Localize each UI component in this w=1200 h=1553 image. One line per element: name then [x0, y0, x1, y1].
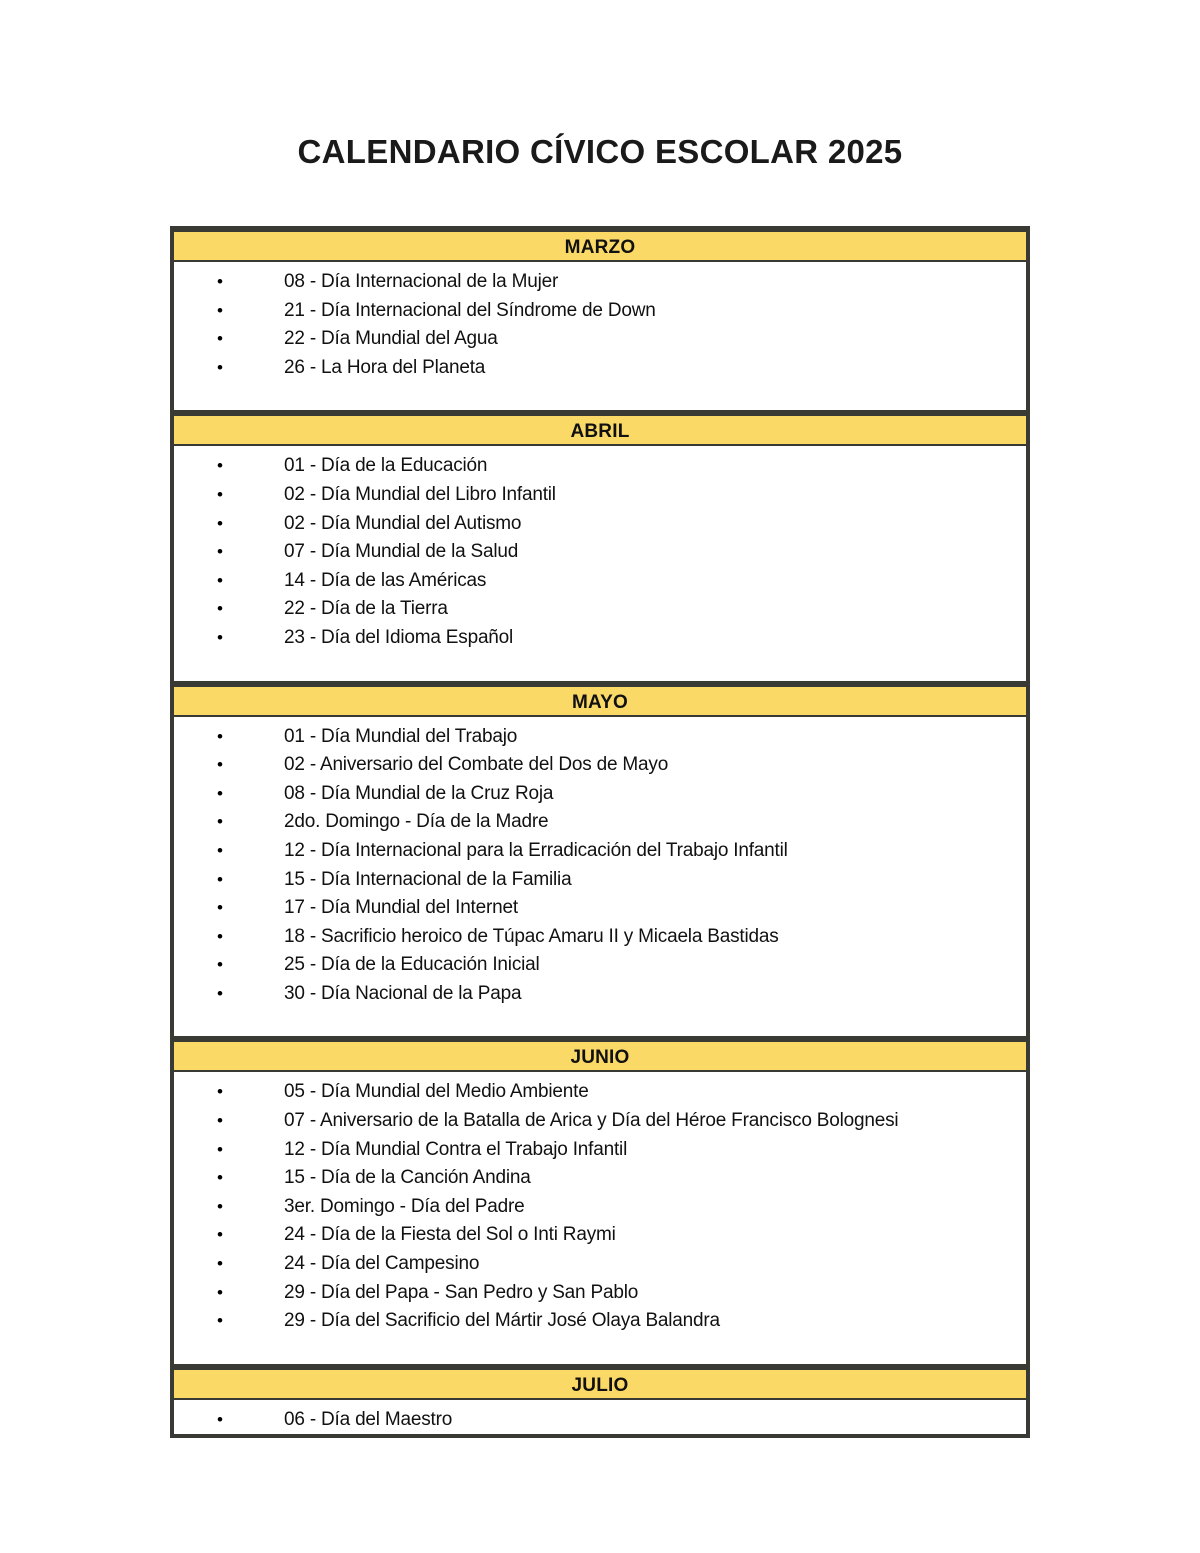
event-row [174, 1406, 1026, 1435]
event-label: 14 - Día de las Américas [284, 569, 487, 591]
bullet-icon: • [217, 1311, 223, 1331]
month-events-list [174, 446, 1026, 680]
bullet-icon: • [217, 1282, 223, 1302]
page-title: CALENDARIO CÍVICO ESCOLAR 2025 [297, 133, 903, 170]
bullet-icon: • [217, 783, 223, 803]
month-header-junio: JUNIO [174, 1040, 1026, 1072]
event-row [174, 567, 1026, 596]
event-row [174, 1307, 1026, 1336]
bullet-icon: • [217, 627, 223, 647]
event-label: 24 - Día del Campesino [284, 1253, 480, 1275]
event-row [174, 808, 1026, 837]
event-row [174, 1193, 1026, 1222]
month-header-abril: ABRIL [174, 414, 1026, 446]
event-label: 07 - Día Mundial de la Salud [284, 541, 519, 563]
bullet-icon: • [217, 1111, 223, 1131]
bullet-icon: • [217, 456, 223, 476]
event-label: 29 - Día del Sacrificio del Mártir José Olaya Balandra [284, 1310, 720, 1332]
event-label: 15 - Día Internacional de la Familia [284, 868, 572, 890]
event-row [174, 510, 1026, 539]
event-row [174, 325, 1026, 354]
event-row [174, 780, 1026, 809]
event-row [174, 297, 1026, 326]
month-trailing-space [174, 653, 1026, 681]
event-row [174, 624, 1026, 653]
event-row [174, 1164, 1026, 1193]
event-row [174, 866, 1026, 895]
event-label: 08 - Día Internacional de la Mujer [284, 271, 559, 292]
event-row [174, 980, 1026, 1009]
bullet-icon: • [217, 570, 223, 590]
event-label: 26 - La Hora del Planeta [284, 356, 486, 378]
event-label: 12 - Día Mundial Contra el Trabajo Infantil [284, 1138, 628, 1160]
event-row [174, 723, 1026, 752]
event-label: 25 - Día de la Educación Inicial [284, 954, 540, 976]
event-label: 02 - Aniversario del Combate del Dos de Mayo [284, 754, 669, 776]
bullet-icon: • [217, 1168, 223, 1188]
bullet-icon: • [217, 812, 223, 832]
bullet-icon: • [217, 513, 223, 533]
event-label: 2do. Domingo - Día de la Madre [284, 811, 549, 833]
bullet-icon: • [217, 869, 223, 889]
event-row [174, 1250, 1026, 1279]
month-events-list [174, 262, 1026, 410]
event-label: 17 - Día Mundial del Internet [284, 897, 518, 919]
month-trailing-space [174, 1336, 1026, 1364]
event-label: 30 - Día Nacional de la Papa [284, 982, 522, 1004]
event-row [174, 951, 1026, 980]
event-row [174, 923, 1026, 952]
event-row [174, 538, 1026, 567]
month-events-list [174, 717, 1026, 1037]
event-row [174, 1221, 1026, 1250]
bullet-icon: • [217, 983, 223, 1003]
month-header-julio: JULIO [174, 1368, 1026, 1400]
month-block [172, 412, 1028, 682]
event-label: 24 - Día de la Fiesta del Sol o Inti Raymi [284, 1224, 616, 1246]
event-label: 22 - Día Mundial del Agua [284, 328, 498, 350]
event-row [174, 452, 1026, 481]
bullet-icon: • [217, 840, 223, 860]
civic-calendar-table [170, 226, 1030, 1438]
bullet-icon: • [217, 1254, 223, 1274]
month-block [172, 1366, 1028, 1437]
event-label: 23 - Día del Idioma Español [284, 626, 514, 648]
event-row [174, 354, 1026, 383]
bullet-icon: • [217, 542, 223, 562]
bullet-icon: • [217, 300, 223, 320]
bullet-icon: • [217, 755, 223, 775]
bullet-icon: • [217, 1196, 223, 1216]
event-row [174, 268, 1026, 297]
event-row [174, 1279, 1026, 1308]
event-label: 02 - Día Mundial del Autismo [284, 512, 522, 534]
event-label: 22 - Día de la Tierra [284, 598, 448, 620]
bullet-icon: • [217, 329, 223, 349]
event-label: 01 - Día de la Educación [284, 455, 488, 477]
bullet-icon: • [217, 357, 223, 377]
month-trailing-space [174, 1008, 1026, 1036]
month-block [172, 1038, 1028, 1365]
event-label: 02 - Día Mundial del Libro Infantil [284, 483, 556, 505]
bullet-icon: • [217, 599, 223, 619]
month-events-list [174, 1400, 1026, 1435]
event-row [174, 1107, 1026, 1136]
bullet-icon: • [217, 926, 223, 946]
month-header-mayo: MAYO [174, 685, 1026, 717]
event-row [174, 894, 1026, 923]
event-label: 08 - Día Mundial de la Cruz Roja [284, 782, 554, 804]
month-header-marzo: MARZO [174, 230, 1026, 262]
event-label: 05 - Día Mundial del Medio Ambiente [284, 1081, 589, 1103]
event-row [174, 1136, 1026, 1165]
event-label: 01 - Día Mundial del Trabajo [284, 725, 518, 747]
event-row [174, 481, 1026, 510]
event-label: 21 - Día Internacional del Síndrome de Down [284, 299, 656, 321]
month-block [172, 228, 1028, 412]
bullet-icon: • [217, 1082, 223, 1102]
event-row [174, 751, 1026, 780]
month-events-list [174, 1072, 1026, 1363]
event-label: 29 - Día del Papa - San Pedro y San Pablo [284, 1281, 639, 1303]
month-trailing-space [174, 382, 1026, 410]
bullet-icon: • [217, 1139, 223, 1159]
event-row [174, 837, 1026, 866]
bullet-icon: • [217, 1225, 223, 1245]
event-label: 15 - Día de la Canción Andina [284, 1167, 531, 1189]
event-label: 07 - Aniversario de la Batalla de Arica y Día del Héroe Francisco Bolognesi [284, 1110, 899, 1132]
event-label: 18 - Sacrificio heroico de Túpac Amaru II y Micaela Bastidas [284, 925, 779, 947]
event-row [174, 1078, 1026, 1107]
event-row [174, 595, 1026, 624]
month-block [172, 683, 1028, 1039]
bullet-icon: • [217, 272, 223, 291]
event-label: 06 - Día del Maestro [284, 1408, 453, 1430]
bullet-icon: • [217, 726, 223, 746]
bullet-icon: • [217, 484, 223, 504]
bullet-icon: • [217, 1409, 223, 1429]
event-label: 12 - Día Internacional para la Erradicación del Trabajo Infantil [284, 839, 788, 861]
bullet-icon: • [217, 898, 223, 918]
bullet-icon: • [217, 955, 223, 975]
event-label: 3er. Domingo - Día del Padre [284, 1195, 525, 1217]
